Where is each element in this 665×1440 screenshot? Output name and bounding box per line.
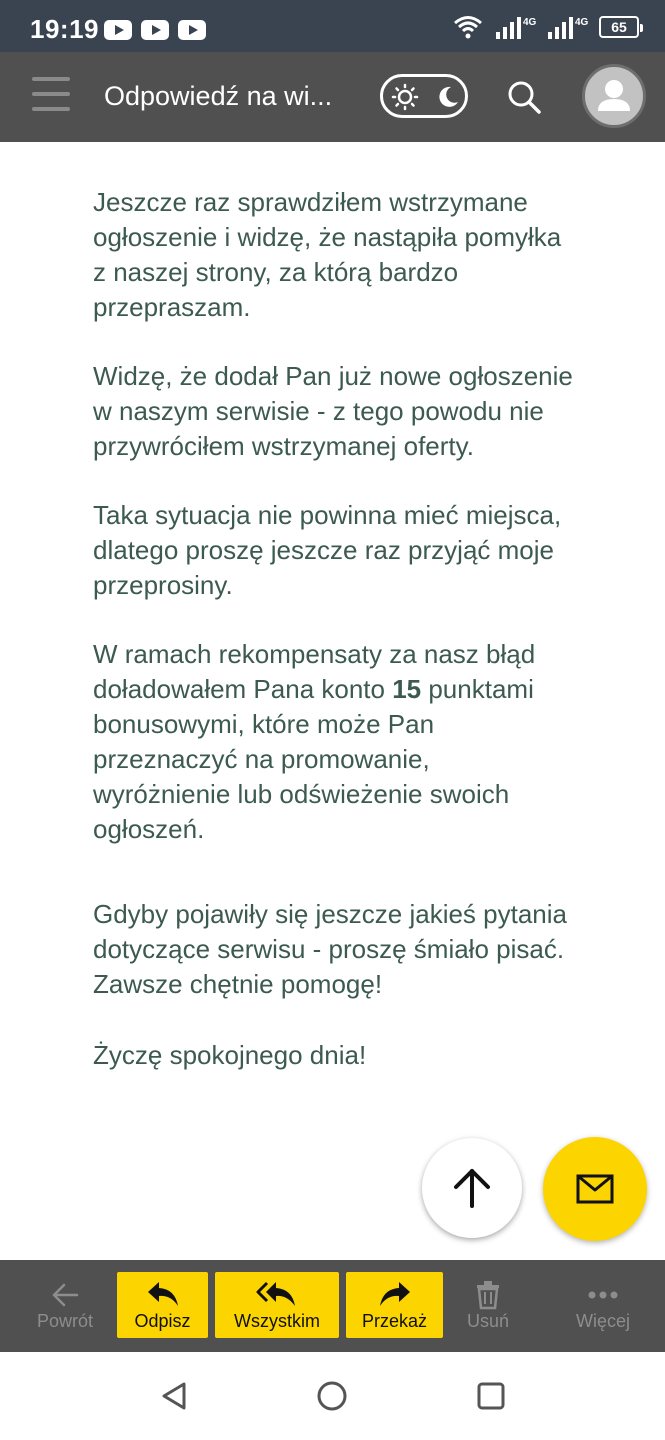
message-paragraph: Taka sytuacja nie powinna mieć miejsca, dlatego proszę jeszcze raz przyjąć moje przeprosiny. [93, 500, 562, 600]
message-text: punktami bonusowymi, które może Pan przeznaczyć na promowanie, wyróżnienie lub odświeżenie swoich ogłoszeń. [93, 674, 534, 844]
envelope-icon [543, 1137, 647, 1241]
signal-icon [547, 14, 587, 40]
arrow-up-icon [422, 1138, 522, 1238]
youtube-icon [141, 20, 169, 40]
forward-label: Przekaż [361, 1311, 428, 1331]
reply-icon [146, 1280, 180, 1308]
back-button[interactable] [22, 1272, 108, 1338]
menu-icon[interactable] [32, 77, 72, 117]
compose-button[interactable] [543, 1137, 647, 1241]
message-body [93, 142, 573, 1260]
wifi-icon [453, 15, 483, 39]
sun-icon [391, 83, 419, 111]
reply-all-button[interactable] [215, 1272, 339, 1338]
page-title: Odpowiedź na wi... [104, 81, 333, 111]
scroll-top-button[interactable] [422, 1138, 522, 1238]
system-nav-bar [0, 1352, 665, 1440]
status-bar [0, 0, 665, 52]
trash-icon [475, 1280, 501, 1310]
theme-toggle[interactable] [380, 74, 468, 118]
more-icon [587, 1280, 619, 1310]
message-signoff: Życzę spokojnego dnia! [93, 1040, 367, 1070]
search-icon[interactable] [505, 78, 543, 116]
delete-button[interactable] [452, 1272, 524, 1338]
reply-button[interactable] [117, 1272, 208, 1338]
more-button[interactable] [566, 1272, 640, 1338]
youtube-icon [178, 20, 206, 40]
status-time: 19:19 [30, 14, 99, 44]
forward-button[interactable] [346, 1272, 443, 1338]
signal-icon [495, 14, 535, 40]
network-label: 4G [575, 17, 589, 28]
message-paragraph: Widzę, że dodał Pan już nowe ogłoszenie w naszym serwisie - z tego powodu nie przywróciłem wstrzymanej oferty. [93, 361, 573, 461]
user-avatar-icon [585, 67, 643, 125]
back-label: Powrót [36, 1311, 94, 1331]
youtube-icon [104, 20, 132, 40]
reply-all-icon [257, 1280, 297, 1308]
more-label: Więcej [575, 1311, 630, 1331]
back-triangle-icon[interactable] [158, 1380, 190, 1412]
forward-icon [378, 1280, 412, 1308]
home-circle-icon[interactable] [316, 1380, 348, 1412]
recents-square-icon[interactable] [476, 1381, 506, 1411]
reply-all-label: Wszystkim [234, 1311, 320, 1331]
arrow-left-icon [50, 1280, 80, 1310]
battery-icon: 65 [599, 16, 639, 38]
delete-label: Usuń [466, 1311, 510, 1331]
message-text: W ramach rekompensaty za nasz błąd doładowałem Pana konto [93, 639, 536, 704]
app-bar [0, 52, 665, 142]
message-paragraph: Jeszcze raz sprawdziłem wstrzymane ogłoszenie i widzę, że nastąpiła pomyłka z naszej strony, za którą bardzo przepraszam. [93, 187, 562, 322]
message-paragraph-compensation [93, 637, 573, 847]
avatar[interactable] [582, 64, 646, 128]
message-action-bar [0, 1260, 665, 1352]
network-label: 4G [523, 17, 537, 28]
message-paragraph: Gdyby pojawiły się jeszcze jakieś pytania dotyczące serwisu - proszę śmiało pisać. Zawsze chętnie pomogę! [93, 899, 567, 999]
moon-icon [433, 83, 461, 111]
reply-label: Odpisz [134, 1311, 191, 1331]
bonus-points: 15 [392, 674, 422, 704]
